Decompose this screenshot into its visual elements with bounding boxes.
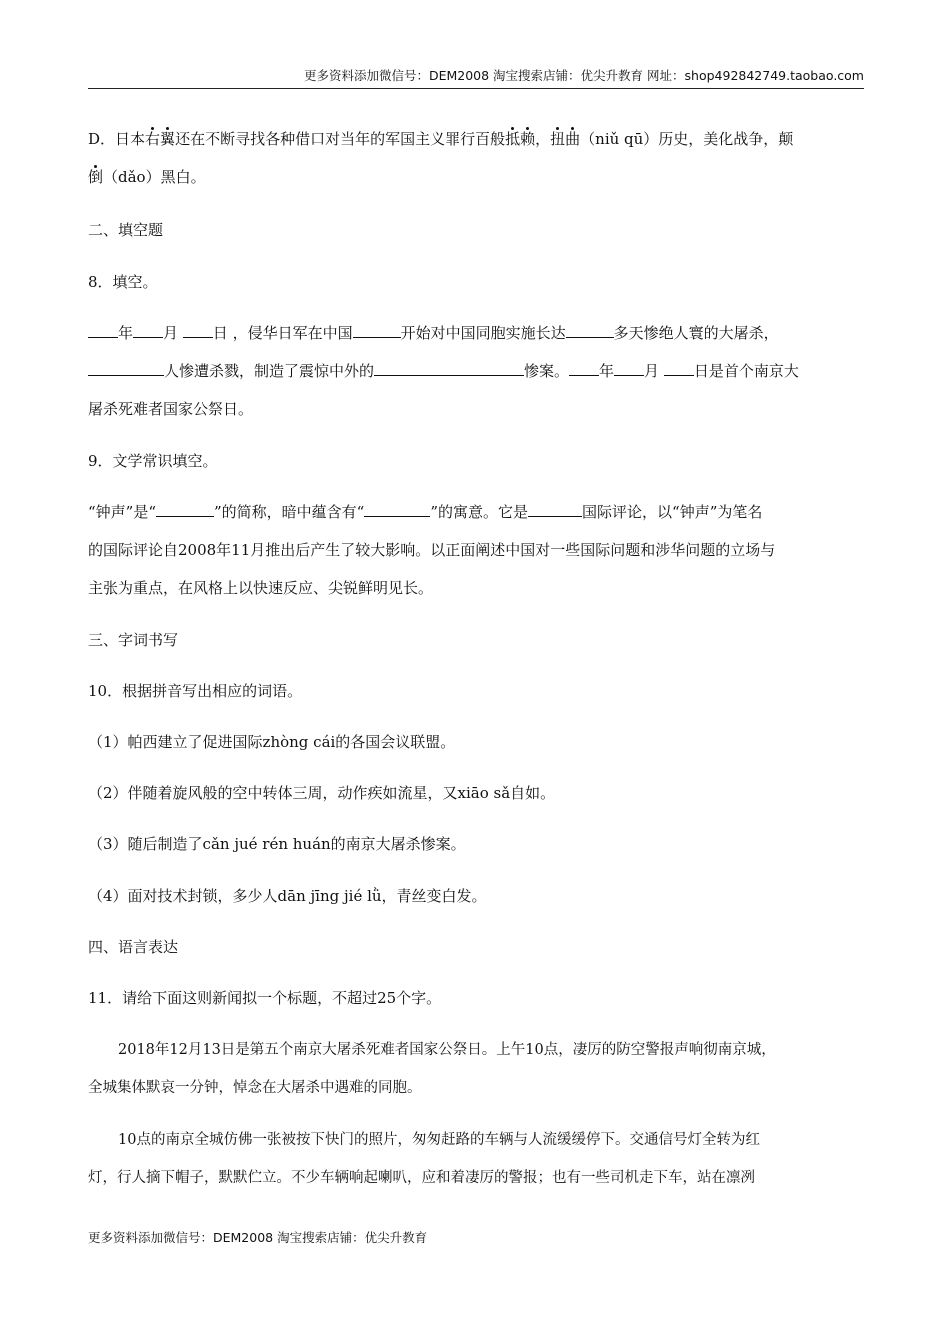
q8-line1 bbox=[88, 314, 864, 352]
section-3-heading: 三、字词书写 bbox=[88, 631, 179, 649]
news-paragraph-2-line1: 10点的南京全城仿佛一张被按下快门的照片，匆匆赶路的车辆与人流缓缓停下。交通信号灯全转为红 bbox=[118, 1132, 760, 1148]
answer-blank[interactable] bbox=[364, 502, 430, 517]
answer-blank[interactable] bbox=[156, 502, 214, 517]
text: 月 bbox=[644, 362, 664, 380]
text: 日是首个南京大 bbox=[693, 362, 799, 380]
news-paragraph-1-line2: 全城集体默哀一分钟，悼念在大屠杀中遇难的同胞。 bbox=[88, 1080, 422, 1096]
answer-blank[interactable] bbox=[133, 323, 163, 338]
text: 人惨遭杀戮，制造了震惊中外的 bbox=[164, 362, 375, 380]
answer-blank[interactable] bbox=[569, 361, 599, 376]
text: 年 bbox=[118, 324, 134, 342]
text: 开始对中国同胞实施长达 bbox=[400, 324, 566, 342]
text: ”的简称，暗中蕴含有“ bbox=[214, 503, 365, 521]
text: ”的寓意。它是 bbox=[430, 503, 529, 521]
answer-blank[interactable] bbox=[374, 361, 524, 376]
dotted-char: 右 bbox=[145, 130, 161, 148]
text: “钟声”是“ bbox=[88, 503, 157, 521]
news-paragraph-2-line2: 灯，行人摘下帽子，默默伫立。不少车辆响起喇叭，应和着凄厉的警报；也有一些司机走下车，站在凛冽 bbox=[88, 1170, 755, 1186]
section-2-heading: 二、填空题 bbox=[88, 221, 164, 239]
q10-item-4: （4）面对技术封锁，多少人dān jīng jié lǜ，青丝变白发。 bbox=[88, 887, 487, 905]
q9-title: 9．文学常识填空。 bbox=[88, 452, 218, 470]
text: 国际评论，以“钟声”为笔名 bbox=[582, 503, 763, 521]
answer-blank[interactable] bbox=[88, 323, 118, 338]
q10-title: 10．根据拼音写出相应的词语。 bbox=[88, 682, 303, 700]
q10-item-3: （3）随后制造了cǎn jué rén huán的南京大屠杀惨案。 bbox=[88, 835, 466, 853]
q9-line2: 的国际评论自2008年11月推出后产生了较大影响。以正面阐述中国对一些国际问题和涉华问题的立场与 bbox=[88, 541, 776, 559]
q8-line3: 屠杀死难者国家公祭日。 bbox=[88, 400, 254, 418]
q9-line3: 主张为重点，在风格上以快速反应、尖锐鲜明见长。 bbox=[88, 579, 434, 597]
q7-option-d-line2 bbox=[88, 158, 864, 196]
text: 日 ，侵华日军在中国 bbox=[212, 324, 353, 342]
dotted-char: 曲 bbox=[565, 130, 581, 148]
page-header: 更多资料添加微信号：DEM2008 淘宝搜索店铺：优尖升教育 网址：shop492842749.taobao.com bbox=[88, 66, 864, 89]
section-4-heading: 四、语言表达 bbox=[88, 938, 179, 956]
q10-item-2: （2）伴随着旋风般的空中转体三周，动作疾如流星，又xiāo sǎ自如。 bbox=[88, 784, 556, 802]
text: 还在不断寻找各种借口对当年的军国主义罪行百般 bbox=[175, 130, 506, 148]
text: 年 bbox=[599, 362, 615, 380]
dotted-char: 赖 bbox=[520, 130, 536, 148]
answer-blank[interactable] bbox=[664, 361, 694, 376]
dotted-char: 抵 bbox=[505, 130, 521, 148]
text: 月 bbox=[163, 324, 183, 342]
news-paragraph-1-line1: 2018年12月13日是第五个南京大屠杀死难者国家公祭日。上午10点，凄厉的防空警报声响彻南京城， bbox=[118, 1042, 776, 1058]
page-footer: 更多资料添加微信号：DEM2008 淘宝搜索店铺：优尖升教育 bbox=[88, 1230, 428, 1245]
q10-item-1: （1）帕西建立了促进国际zhòng cái的各国会议联盟。 bbox=[88, 733, 456, 751]
answer-blank[interactable] bbox=[614, 361, 644, 376]
q7-option-d-line1 bbox=[88, 120, 864, 158]
answer-blank[interactable] bbox=[566, 323, 614, 338]
q8-line2 bbox=[88, 352, 864, 390]
text: （dǎo）黑白。 bbox=[103, 168, 206, 186]
q11-title: 11．请给下面这则新闻拟一个标题，不超过25个字。 bbox=[88, 989, 442, 1007]
text: ， bbox=[535, 130, 551, 148]
answer-blank[interactable] bbox=[88, 361, 164, 376]
text: 惨案。 bbox=[524, 362, 570, 380]
text: 多天惨绝人寰的大屠杀， bbox=[613, 324, 779, 342]
text: D．日本 bbox=[88, 130, 146, 148]
answer-blank[interactable] bbox=[528, 502, 582, 517]
dotted-char: 倒 bbox=[88, 168, 104, 186]
q8-title: 8．填空。 bbox=[88, 273, 158, 291]
answer-blank[interactable] bbox=[183, 323, 213, 338]
q9-line1 bbox=[88, 493, 864, 531]
text: （niǔ qū）历史，美化战争，颠 bbox=[580, 130, 794, 148]
dotted-char: 扭 bbox=[550, 130, 566, 148]
answer-blank[interactable] bbox=[353, 323, 401, 338]
dotted-char: 翼 bbox=[160, 130, 176, 148]
